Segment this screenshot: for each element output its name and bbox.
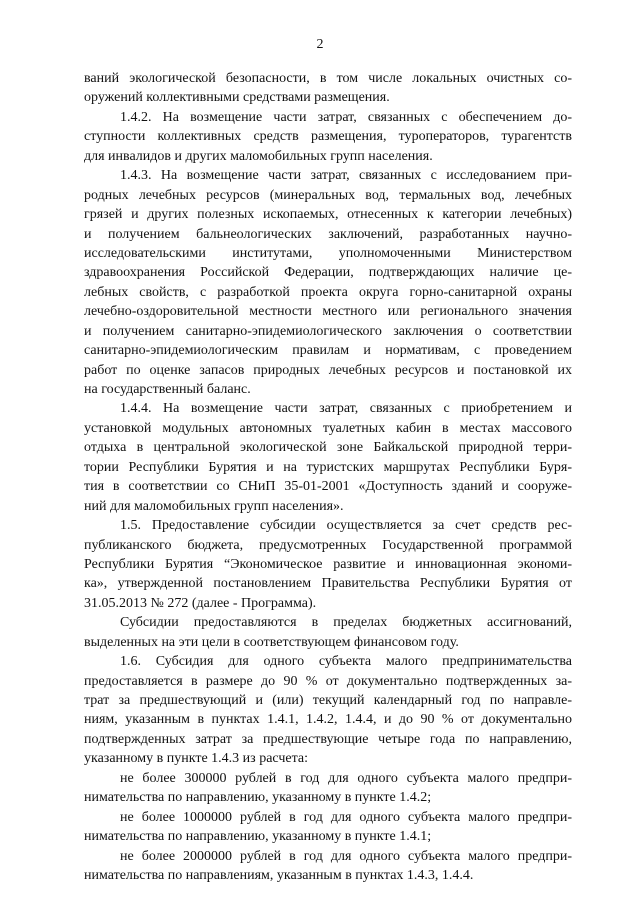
text-line: санитарно-эпидемиологическим правилам и нормативам, с проведением	[84, 343, 572, 359]
text-line: ваний экологической безопасности, в том числе локальных очистных со-	[84, 71, 572, 86]
text-line: ступности коллективных средств размещения, туроператоров, турагентств	[84, 129, 572, 145]
text-line: 1.4.2. На возмещение части затрат, связанных с обеспечением до-	[120, 109, 572, 125]
page-number: 2	[316, 37, 324, 52]
text-line: оружений коллективными средствами размещения.	[84, 90, 390, 106]
text-line: и получением санитарно-эпидемиологического заключения о соответствии	[84, 323, 572, 339]
text-line: нимательства по направлению, указанному в пункте 1.4.1;	[84, 829, 432, 845]
text-line: не более 2000000 рублей в год для одного субъекта малого предпри-	[120, 848, 572, 864]
text-line: указанному в пункте 1.4.3 из расчета:	[84, 751, 308, 767]
text-line: 31.05.2013 № 272 (далее - Программа).	[84, 595, 317, 611]
text-line: нимательства по направлениям, указанным в пунктах 1.4.3, 1.4.4.	[84, 867, 474, 883]
document-body	[84, 69, 572, 885]
text-line: трат за предшествующий и (или) текущий календарный год по направле-	[84, 693, 572, 708]
text-line: предоставляется в размере до 90 % от документально подтвержденных за-	[84, 673, 572, 689]
text-line: на государственный баланс.	[84, 382, 251, 397]
text-line: 1.4.3. На возмещение части затрат, связанных с исследованием при-	[120, 168, 572, 184]
text-line: и получением бальнеологических заключений, разработанных научно-	[84, 226, 572, 242]
text-line: Республики Бурятия “Экономическое развитие и инновационная экономи-	[84, 556, 572, 572]
text-line: подтвержденных затрат за предшествующие четыре года по направлению,	[84, 731, 572, 747]
text-line: тории Республики Бурятия и на туристских маршрутах Республики Буря-	[84, 459, 572, 475]
text-line: не более 300000 рублей в год для одного субъекта малого предпри-	[120, 770, 572, 786]
text-line: тия в соответствии со СНиП 35-01-2001 «Доступность зданий и сооруже-	[84, 479, 572, 495]
text-line: 1.6. Субсидия для одного субъекта малого предпринимательства	[120, 654, 572, 670]
text-line: ний для маломобильных групп населения».	[84, 498, 344, 514]
text-line: отдыха в центральной экологической зоне Байкальской природной терри-	[84, 440, 572, 456]
text-line: 1.4.4. На возмещение части затрат, связанных с приобретением и	[120, 401, 572, 417]
text-line: ниям, указанным в пунктах 1.4.1, 1.4.2, 1.4.4, и до 90 % от документально	[84, 712, 572, 728]
text-line: ка», утвержденной постановлением Правительства Республики Бурятия от	[84, 576, 572, 592]
text-line: нимательства по направлению, указанному в пункте 1.4.2;	[84, 790, 432, 806]
text-line: исследовательскими институтами, уполномоченными Министерством	[84, 245, 572, 261]
text-line: для инвалидов и других маломобильных групп населения.	[84, 148, 433, 164]
text-line: Субсидии предоставляются в пределах бюджетных ассигнований,	[120, 615, 572, 631]
text-line: выделенных на эти цели в соответствующем финансовом году.	[84, 634, 459, 650]
text-line: 1.5. Предоставление субсидии осуществляется за счет средств рес-	[120, 518, 572, 534]
text-line: здравоохранения Российской Федерации, подтверждающих наличие це-	[84, 265, 572, 281]
text-line: публиканского бюджета, предусмотренных Государственной программой	[84, 537, 572, 553]
text-line: установкой модульных автономных туалетных кабин в местах массового	[84, 420, 572, 436]
text-line: грязей и других полезных ископаемых, отнесенных к категории лечебных)	[84, 207, 572, 223]
text-line: работ по оценке запасов природных лечебных ресурсов и постановкой их	[84, 362, 572, 378]
text-line: лечебно-оздоровительной местности местного или регионального значения	[84, 304, 572, 320]
text-line: родных лечебных ресурсов (минеральных вод, термальных вод, лечебных	[84, 187, 572, 203]
text-line: лебных свойств, с разработкой проекта округа горно-санитарной охраны	[84, 284, 572, 300]
text-line: не более 1000000 рублей в год для одного субъекта малого предпри-	[120, 809, 572, 825]
